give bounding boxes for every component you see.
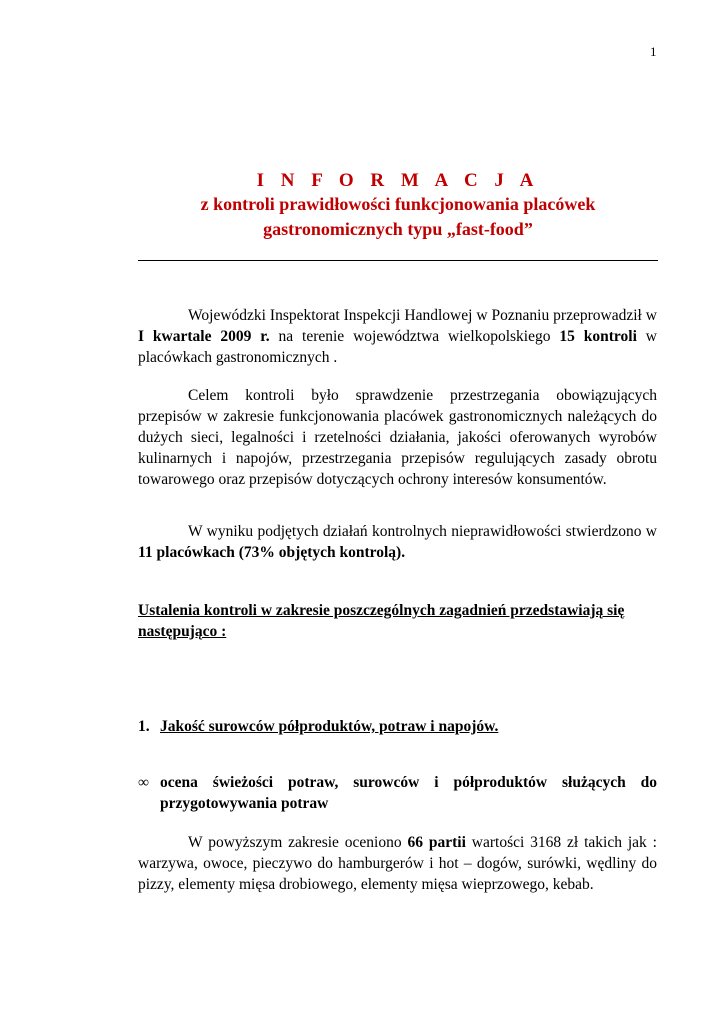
purpose-text: Celem kontroli było sprawdzenie przestrzegania obowiązujących przepisów w zakresie funkcjonowania placówek gastronomicznych należących do dużych sieci, legalności i rzetelności działania, jakości oferowanych wyrobów kulinarnych i napojów, przestrzegania przepisów regulujących zasady obrotu towarowego oraz przepisów dotyczących ochrony interesów konsumentów. [138, 387, 657, 488]
intro-period: I kwartale 2009 r. [138, 328, 270, 345]
assessment-text-2: wartości 3168 zł takich jak : warzywa, owoce, pieczywo do hamburgerów i hot – dogów, surówki, wędliny do pizzy, elementy mięsa drobiowego, elementy mięsa wieprzowego, kebab. [138, 834, 657, 893]
intro-text-3: w placówkach gastronomicznych . [138, 328, 657, 366]
document-title: I N F O R M A C J A [256, 170, 540, 191]
intro-count: 15 kontroli [559, 328, 637, 345]
results-text: W wyniku podjętych działań kontrolnych nieprawidłowości stwierdzono w [188, 523, 657, 540]
intro-text-1: Wojewódzki Inspektorat Inspekcji Handlowej w Poznaniu przeprowadził w [188, 307, 657, 324]
intro-text-2: na terenie województwa wielkopolskiego [269, 328, 560, 345]
section-heading-1 [138, 718, 498, 736]
title-block [138, 170, 658, 242]
infinity-bullet-icon: ∞ [138, 774, 150, 791]
paragraph-results [138, 521, 657, 563]
paragraph-assessment [138, 832, 657, 895]
findings-heading: Ustalenia kontroli w zakresie poszczególnych zagadnień przedstawiają się następująco : [138, 602, 625, 640]
bullet-text: ocena świeżości potraw, surowców i półproduktów służących do przygotowywania potraw [160, 774, 657, 812]
section-title: Jakość surowców półproduktów, potraw i napojów. [160, 718, 499, 735]
results-count: 11 placówkach (73% objętych kontrolą). [138, 544, 406, 561]
document-subtitle-line-1: z kontroli prawidłowości funkcjonowania placówek [200, 194, 596, 214]
paragraph-intro [138, 305, 657, 368]
assessment-count: 66 partii [407, 834, 466, 851]
assessment-text-1: W powyższym zakresie oceniono [188, 834, 408, 851]
section-number: 1. [138, 718, 150, 735]
bullet-item [138, 772, 657, 814]
paragraph-purpose [138, 385, 657, 490]
title-divider [138, 260, 658, 261]
document-subtitle-line-2: gastronomicznych typu „fast-food” [263, 219, 533, 239]
page-number: 1 [650, 44, 657, 59]
